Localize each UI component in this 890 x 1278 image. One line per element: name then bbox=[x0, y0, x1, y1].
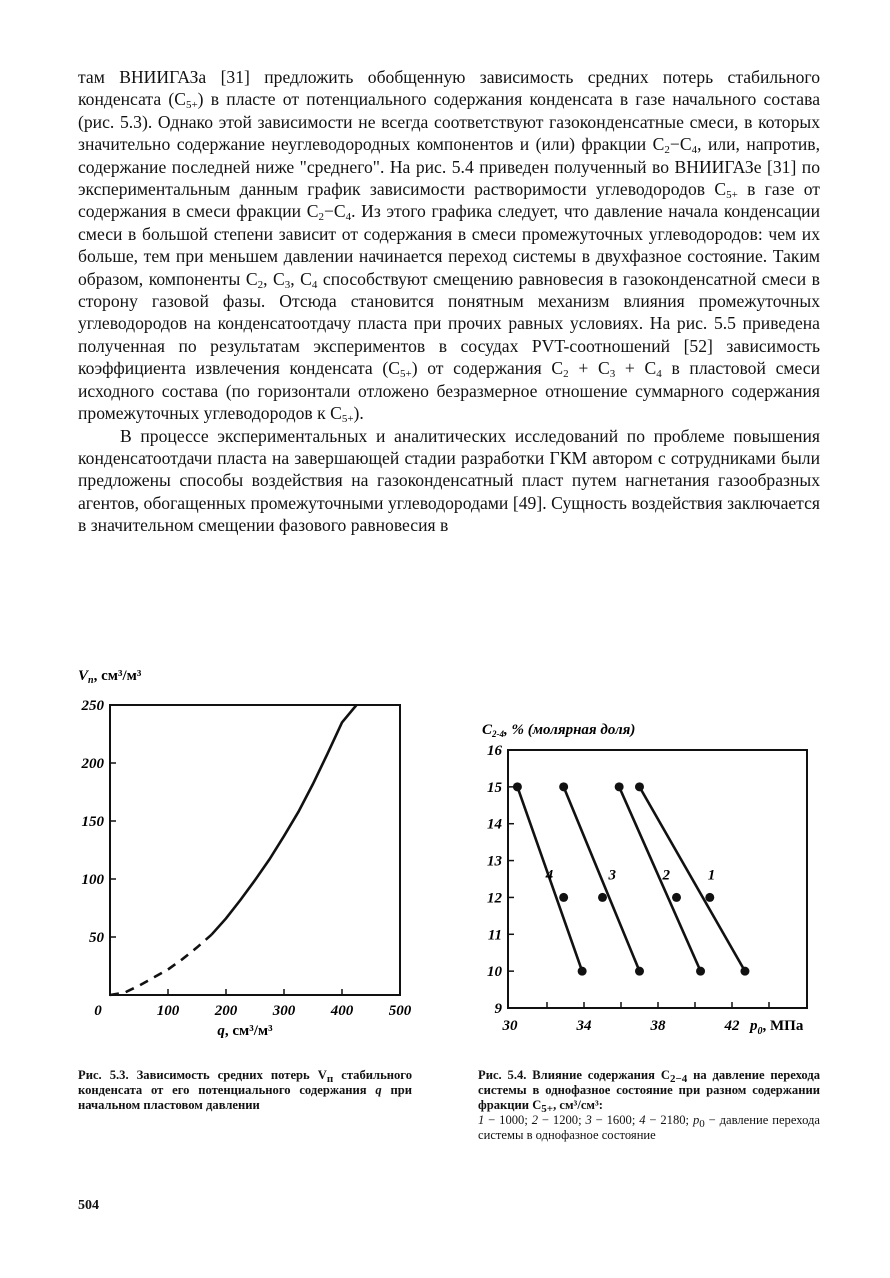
x-tick-label: 100 bbox=[156, 1003, 180, 1019]
y-tick-label: 100 bbox=[81, 872, 104, 888]
paragraph-1: там ВНИИГАЗа [31] предложить обобщенную зависимость средних потерь стабильного конденсата $(C_{5+})$ в пласте от потенциального содержания конденсата в газе начального состава (рис. 5.3). Однако этой зависимости не всегда соответствуют газоконденсатные смеси, в которых значительно содержание неуглеводородных компонентов и (или) фракции $C_2-C_4$, или, напротив, содержание последней ниже "среднего". На рис. 5.4 приведен полученный во ВНИИГАЗе [31] по экспериментальным данным график зависимости растворимости углеводородов $C_{5+}$ в газе от содержания в смеси фракции $C_2-C_4$. Из этого графика следует, что давление начала конденсации смеси в большой степени зависит от содержания в смеси промежуточных углеводородов: чем их больше, тем при меньшем давлении начинается переход системы в двухфазное состояние. Таким образом, компоненты $C_2$, $C_3$, $C_4$ способствуют смещению равновесия в газоконденсатной смеси в сторону газовой фазы. Отсюда становится понятным механизм влияния промежуточных углеводородов на конденсатоотдачу пласта при прочих равных условиях. На рис. 5.5 приведена полученная по результатам экспериментов в сосудах PVT-соотношений [52] зависимость коэффициента извлечения конденсата $(C_{5+})$ от содержания $C_2 + C_3 + C_4$ в пластовой смеси исходного состава (по горизонтали отложено безразмерное отношение суммарного содержания промежуточных углеводородов к $C_{5+}$). bbox=[78, 67, 821, 426]
y-axis-label: $C_{2-4}$, % (молярная доля) bbox=[482, 722, 636, 739]
data-point bbox=[513, 782, 522, 791]
x-tick-label: 400 bbox=[330, 1003, 354, 1019]
data-point bbox=[615, 782, 624, 791]
y-tick-label: 50 bbox=[89, 930, 104, 946]
data-point bbox=[635, 967, 644, 976]
x-tick-label: 500 bbox=[388, 1003, 412, 1019]
data-point bbox=[559, 782, 568, 791]
data-point bbox=[740, 967, 749, 976]
series-line bbox=[564, 787, 640, 971]
data-point bbox=[672, 893, 681, 902]
data-point bbox=[635, 782, 644, 791]
y-tick-label: 150 bbox=[81, 814, 104, 830]
figure-5-4-caption bbox=[478, 1068, 820, 1143]
y-tick-label: 14 bbox=[487, 816, 502, 833]
data-point bbox=[559, 893, 568, 902]
body-text bbox=[78, 66, 820, 537]
series-4 bbox=[513, 782, 587, 975]
x-axis-label: $p_0$, МПа bbox=[750, 1018, 804, 1037]
curve-label: 2 bbox=[662, 867, 670, 884]
x-tick-label: 200 bbox=[214, 1003, 238, 1019]
figure-5-4-caption-title: Рис. 5.4. Влияние содержания $C_{2-4}$ на давление перехода системы в однофазное состояние при разном содержании фракции $C_{5+}$, см³/см³: bbox=[478, 1068, 820, 1115]
x-tick-label: 300 bbox=[272, 1003, 296, 1019]
dashed-curve bbox=[110, 935, 212, 995]
series-line bbox=[640, 787, 745, 971]
figure-5-4 bbox=[460, 712, 840, 1052]
y-tick-label: 250 bbox=[81, 698, 104, 714]
figure-5-3-chart bbox=[70, 660, 430, 1040]
x-tick-label: 30 bbox=[502, 1018, 518, 1034]
page-number: 504 bbox=[78, 1198, 99, 1213]
curve-label: 4 bbox=[545, 867, 554, 884]
data-point bbox=[578, 967, 587, 976]
y-tick-label: 10 bbox=[487, 964, 502, 981]
data-point bbox=[696, 967, 705, 976]
data-point bbox=[705, 893, 714, 902]
figure-5-4-caption-legend: 1 − 1000; 2 − 1200; 3 − 1600; 4 − 2180; $p_0$ − давление перехода системы в однофазное состояние bbox=[478, 1113, 821, 1142]
y-tick-label: 9 bbox=[494, 1001, 502, 1017]
x-tick-label: 0 bbox=[94, 1003, 102, 1019]
solid-curve bbox=[212, 705, 357, 935]
plot-area bbox=[508, 750, 807, 1008]
curve-label: 3 bbox=[608, 867, 616, 884]
y-tick-label: 12 bbox=[487, 890, 502, 907]
x-tick-label: 42 bbox=[724, 1018, 740, 1034]
paragraph-2: В процессе экспериментальных и аналитических исследований по проблеме повышения конденсатоотдачи пласта на завершающей стадии разработки ГКМ автором с сотрудниками были предложены способы воздействия на газоконденсатный пласт путем нагнетания газообразных агентов, обогащенных промежуточными углеводородами [49]. Сущность воздействия заключается в значительном смещении фазового равновесия в bbox=[78, 425, 820, 536]
x-axis-label: q, см³/м³ bbox=[217, 1023, 273, 1039]
series-line bbox=[619, 787, 700, 971]
figure-5-3 bbox=[70, 660, 430, 1040]
y-tick-label: 11 bbox=[487, 927, 502, 944]
axes-frame bbox=[110, 705, 400, 995]
series-1 bbox=[635, 782, 749, 975]
x-tick-label: 38 bbox=[650, 1018, 666, 1034]
figure-5-3-caption: Рис. 5.3. Зависимость средних потерь $V_п$ стабильного конденсата от его потенциального содержания q при начальном пластовом давлении bbox=[78, 1068, 413, 1112]
y-tick-label: 200 bbox=[81, 756, 104, 772]
plot-area bbox=[110, 705, 400, 995]
data-point bbox=[598, 893, 607, 902]
y-axis-label: $V_п$, см³/м³ bbox=[78, 668, 142, 686]
y-tick-label: 15 bbox=[487, 779, 502, 796]
y-tick-label: 13 bbox=[487, 853, 502, 870]
figure-5-4-chart bbox=[460, 712, 840, 1052]
curve-label: 1 bbox=[707, 867, 716, 884]
x-tick-label: 34 bbox=[576, 1018, 592, 1034]
y-tick-label: 16 bbox=[487, 743, 502, 759]
